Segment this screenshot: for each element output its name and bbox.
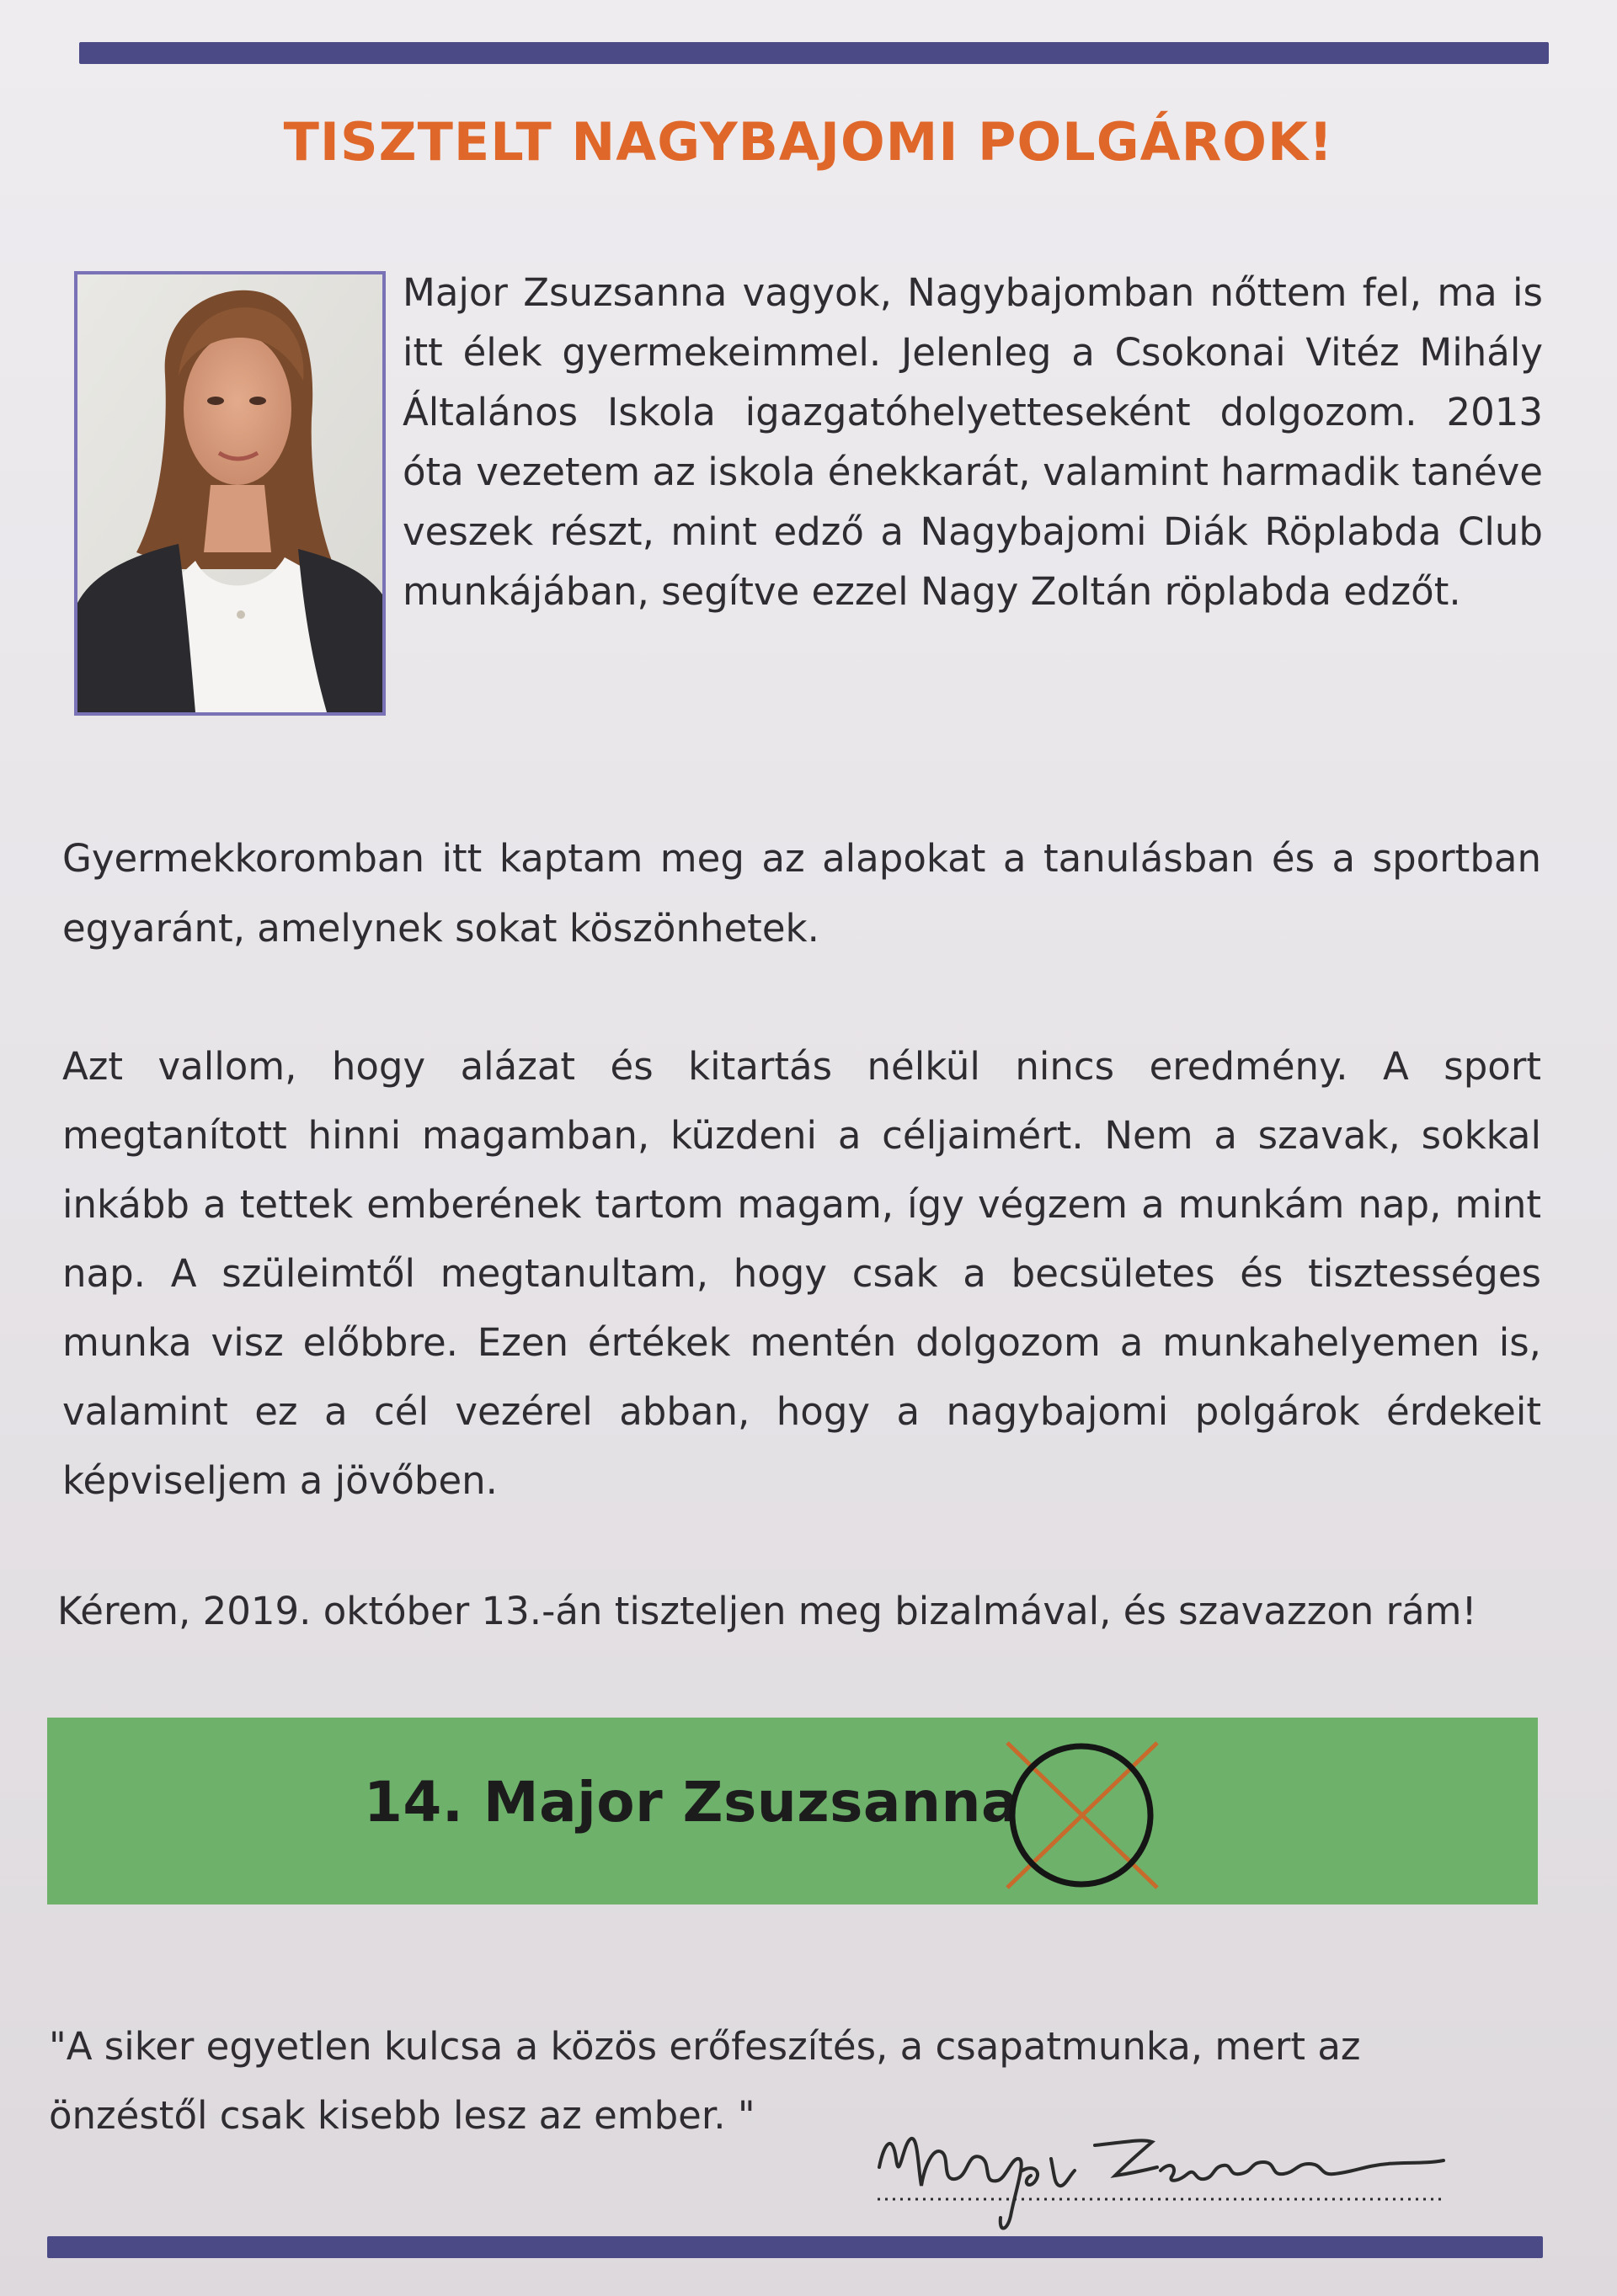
body-paragraph-values: Azt vallom, hogy alázat és kitartás nélkül nincs eredmény. A sport megtanított hinni magamban, küzdeni a céljaimért. Nem a szavak, sokkal inkább a tettek emberének tartom magam, így végzem a munkám nap, mint nap. A szüleimtől megtanultam, hogy csak a becsületes és tisztességes munka visz előbbre. Ezen értékek mentén dolgozom a munkahelyemen is, valamint ez a cél vezérel abban, hogy a nagybajomi polgárok érdekeit képviseljem a jövőben. [62, 1044, 1541, 1503]
handwritten-signature [874, 2108, 1455, 2235]
ballot-candidate-label: 14. Major Zsuzsanna [364, 1770, 1019, 1835]
intro-paragraph: Major Zsuzsanna vagyok, Nagybajomban nőttem fel, ma is itt élek gyermekeimmel. Jelenleg a Csokonai Vitéz Mihály Általános Iskola igazgatóhelyetteseként dolgozom. 2013 óta vezetem az iskola énekkarát, valamint harmadik tanéve veszek részt, mint edző a Nagybajomi Diák Röplabda Club munkájában, segítve ezzel Nagy Zoltán röplabda edzőt. [403, 270, 1543, 614]
body-paragraph-vote-request: Kérem, 2019. október 13.-án tiszteljen meg bizalmával, és szavazzon rám! [57, 1589, 1477, 1633]
body-paragraph-childhood: Gyermekkoromban itt kaptam meg az alapokat a tanulásban és a sportban egyaránt, amelynek sokat köszönhetek. [62, 836, 1541, 951]
ballot-cross-mark-icon [1001, 1738, 1162, 1894]
top-divider [79, 42, 1549, 64]
bottom-divider [47, 2236, 1543, 2258]
ballot-band [47, 1718, 1538, 1904]
page-title: TISZTELT NAGYBAJOMI POLGÁROK! [283, 111, 1334, 173]
candidate-quote: "A siker egyetlen kulcsa a közös erőfeszítés, a csapatmunka, mert az önzéstől csak kisebb lesz az ember. " [49, 2024, 1361, 2138]
candidate-portrait [74, 271, 386, 716]
